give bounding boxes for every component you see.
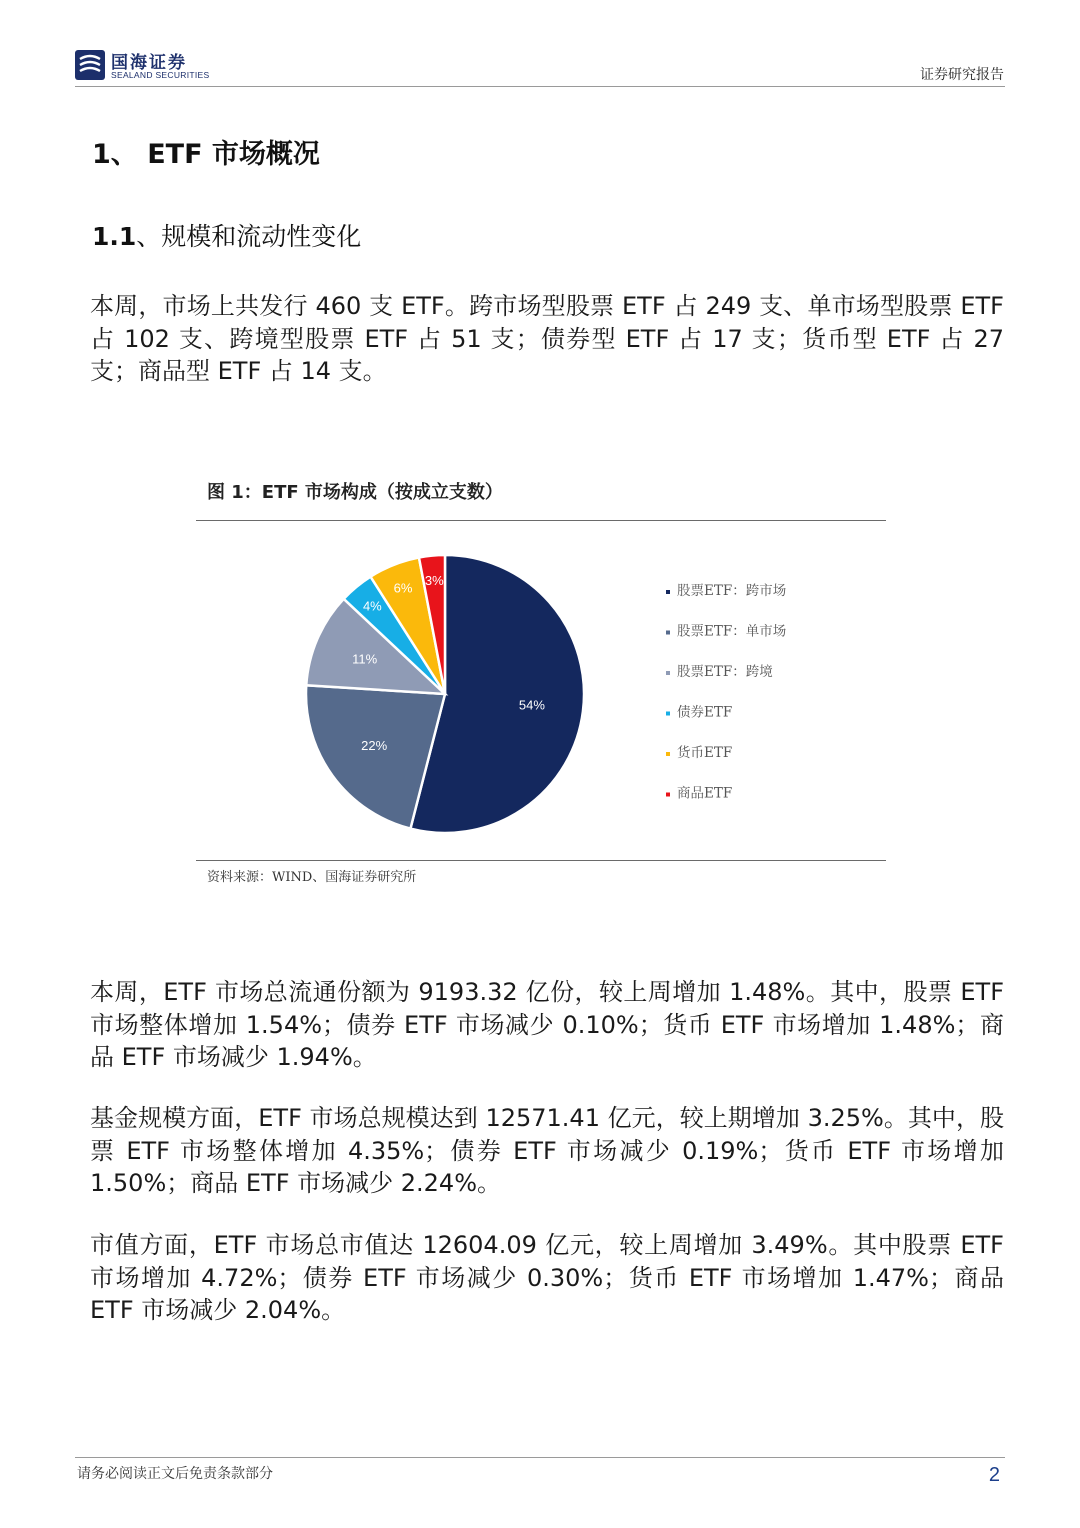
page-number: 2 [988, 1464, 1000, 1486]
paragraph-etf-count: 本周，市场上共发行 460 支 ETF。跨市场型股票 ETF 占 249 支、单市场型股票 ETF 占 102 支、跨境型股票 ETF 占 51 支；债券型 ETF 占 17 支；货币型 ETF 占 27 支；商品型 ETF 占 14 支。 [90, 292, 1004, 385]
subsection-title: 、规模和流动性变化 [136, 222, 362, 251]
legend-label-single-market-stock: 股票ETF：单市场 [677, 623, 787, 640]
figure-top-rule [196, 520, 886, 521]
section-title: ETF 市场概况 [147, 139, 320, 170]
figure-source: 资料来源：WIND、国海证券研究所 [207, 870, 417, 885]
sealand-logo-icon [75, 50, 105, 80]
paragraph-fund-size: 基金规模方面，ETF 市场总规模达到 12571.41 亿元，较上期增加 3.25%。其中，股票 ETF 市场整体增加 4.35%；债券 ETF 市场减少 0.19%；货币 ETF 市场增加 1.50%；商品 ETF 市场减少 2.24%。 [90, 1104, 1004, 1197]
legend-swatch-cross-market-stock [666, 590, 670, 594]
pie-label-single-market-stock: 22% [361, 737, 388, 753]
pie-label-bond: 4% [362, 598, 382, 614]
footer-disclaimer: 请务必阅读正文后免责条款部分 [77, 1466, 273, 1482]
subsection-number: 1.1 [92, 222, 137, 251]
paragraph-market-value: 市值方面，ETF 市场总市值达 12604.09 亿元，较上周增加 3.49%。其中股票 ETF 市场增加 4.72%；债券 ETF 市场减少 0.30%；货币 ETF 市场增加 1.47%；商品 ETF 市场减少 2.04%。 [90, 1231, 1004, 1324]
etf-composition-pie-chart [196, 522, 886, 860]
pie-label-commodity: 3% [424, 573, 444, 589]
pie-label-money: 6% [393, 580, 413, 596]
company-logo [75, 48, 225, 84]
logo-english-name: SEALAND SECURITIES [111, 70, 210, 80]
legend-swatch-single-market-stock [666, 631, 670, 635]
legend-swatch-cross-border-stock [666, 671, 670, 675]
legend-swatch-bond [666, 712, 670, 716]
legend-label-commodity: 商品ETF [677, 785, 733, 802]
subsection-heading [92, 217, 361, 253]
pie-label-cross-market-stock: 54% [518, 697, 545, 713]
legend-swatch-money [666, 752, 670, 756]
section-heading [92, 132, 320, 171]
header-divider [75, 86, 1005, 87]
legend-label-cross-border-stock: 股票ETF：跨境 [677, 664, 773, 680]
legend-label-cross-market-stock: 股票ETF：跨市场 [677, 583, 787, 599]
legend-label-money: 货币ETF [677, 745, 733, 761]
pie-label-cross-border-stock: 11% [352, 651, 378, 667]
figure-bottom-rule [196, 860, 886, 861]
legend-label-bond: 债券ETF [677, 704, 733, 721]
footer-divider [75, 1457, 1005, 1458]
paragraph-shares: 本周，ETF 市场总流通份额为 9193.32 亿份，较上周增加 1.48%。其中，股票 ETF 市场整体增加 1.54%；债券 ETF 市场减少 0.10%；货币 ETF 市场增加 1.48%；商品 ETF 市场减少 1.94%。 [90, 978, 1004, 1071]
report-type-label: 证券研究报告 [920, 67, 1004, 83]
logo-chinese-name: 国海证券 [111, 53, 187, 73]
section-number: 1、 [92, 139, 138, 170]
legend-swatch-commodity [666, 793, 670, 797]
figure-title: 图 1：ETF 市场构成（按成立支数） [207, 482, 503, 503]
